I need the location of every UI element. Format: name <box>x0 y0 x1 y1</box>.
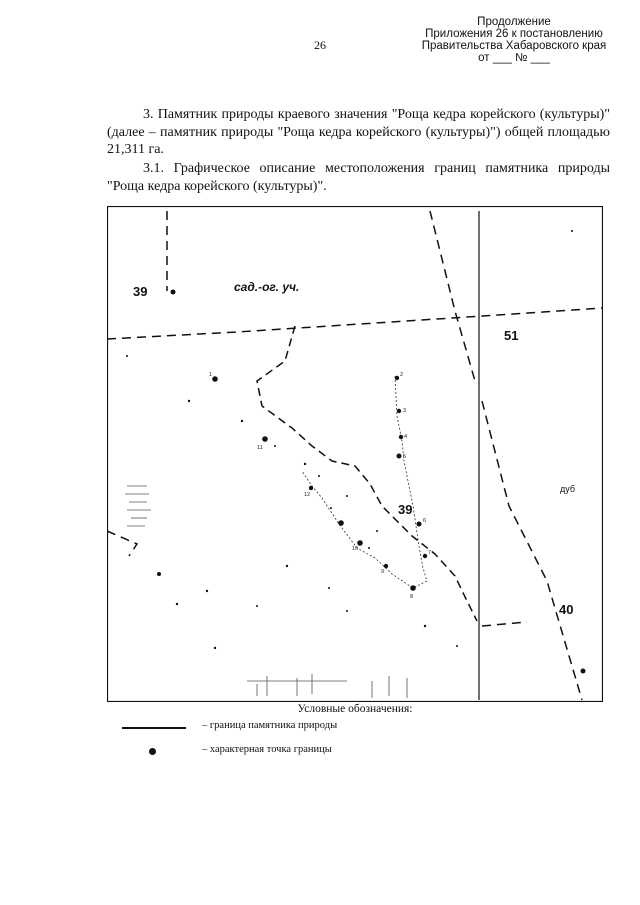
boundary-point-7 <box>423 554 427 558</box>
map-frame <box>108 207 603 702</box>
header-continuation: Продолжение <box>477 16 551 28</box>
quarter-line-bottom-right <box>482 622 527 626</box>
boundary-point-12 <box>309 486 313 490</box>
point-number-11: 11 <box>257 445 263 451</box>
boundary-point-11 <box>262 436 268 442</box>
legend-point-text: – характерная точка границы <box>202 744 332 755</box>
boundary-point-6 <box>417 522 422 527</box>
paragraph-3: 3. Памятник природы краевого значения "Роща кедра корейского (культуры)" (далее – памятник природы "Роща кедра корейского (культуры)") общей площадью 21,311 га. <box>107 107 610 157</box>
point-number-1: 1 <box>209 372 213 378</box>
point-number-9: 9 <box>381 569 385 575</box>
boundary-point-13 <box>338 520 344 526</box>
boundary-point-10 <box>357 540 363 546</box>
landmark-dot-40 <box>581 669 586 674</box>
boundary-map <box>107 206 603 702</box>
quarter-line-horizontal <box>107 308 603 339</box>
legend-point-dot-sample <box>149 748 156 755</box>
landmark-dot-39 <box>171 290 176 295</box>
quarter-boundaries <box>107 211 603 700</box>
paragraph-3-1: 3.1. Графическое описание местоположения границ памятника природы "Роща кедра корейского (культуры)". <box>107 161 610 194</box>
label-block-39-center: 39 <box>398 502 413 517</box>
point-number-3: 3 <box>403 408 407 414</box>
point-boundary-line <box>302 376 427 588</box>
point-number-10: 10 <box>352 546 359 552</box>
label-oak: дуб <box>560 484 576 494</box>
legend-boundary-line-sample <box>122 727 186 729</box>
point-number-2: 2 <box>400 372 404 378</box>
header-appendix: Приложения 26 к постановлению <box>425 28 603 40</box>
quarter-line-diagonal-top <box>430 211 475 381</box>
characteristic-points <box>171 290 586 674</box>
quarter-line-diagonal-right <box>482 401 582 700</box>
label-garden-plot: сад.-ог. уч. <box>234 280 300 294</box>
boundary-point-9 <box>384 564 388 568</box>
boundary-point-3 <box>397 409 401 413</box>
point-number-7: 7 <box>428 550 432 556</box>
header-date-number: от ___ № ___ <box>478 52 550 64</box>
boundary-point-2 <box>395 376 399 380</box>
monument-boundary-line <box>257 326 477 621</box>
label-block-40: 40 <box>559 602 574 617</box>
point-number-6: 6 <box>423 518 427 524</box>
boundary-point-1 <box>212 376 218 382</box>
quarter-line-left-edge <box>107 531 137 556</box>
boundary-point-8 <box>410 585 416 591</box>
map-hatching <box>125 486 407 698</box>
label-block-51: 51 <box>504 328 519 343</box>
page-number: 26 <box>314 38 326 52</box>
legend-title: Условные обозначения: <box>297 703 413 715</box>
header-government: Правительства Хабаровского края <box>421 40 607 52</box>
label-block-39-left: 39 <box>133 284 148 299</box>
point-number-12: 12 <box>304 492 311 498</box>
map-labels <box>133 280 575 617</box>
point-number-4: 4 <box>404 434 408 440</box>
map-scatter-marks <box>126 230 576 649</box>
boundary-point-4 <box>399 435 403 439</box>
point-number-8: 8 <box>410 594 414 600</box>
point-numbers <box>209 372 431 600</box>
legend-boundary-text: – граница памятника природы <box>202 720 338 731</box>
point-number-5: 5 <box>403 454 407 460</box>
boundary-point-5 <box>397 454 402 459</box>
